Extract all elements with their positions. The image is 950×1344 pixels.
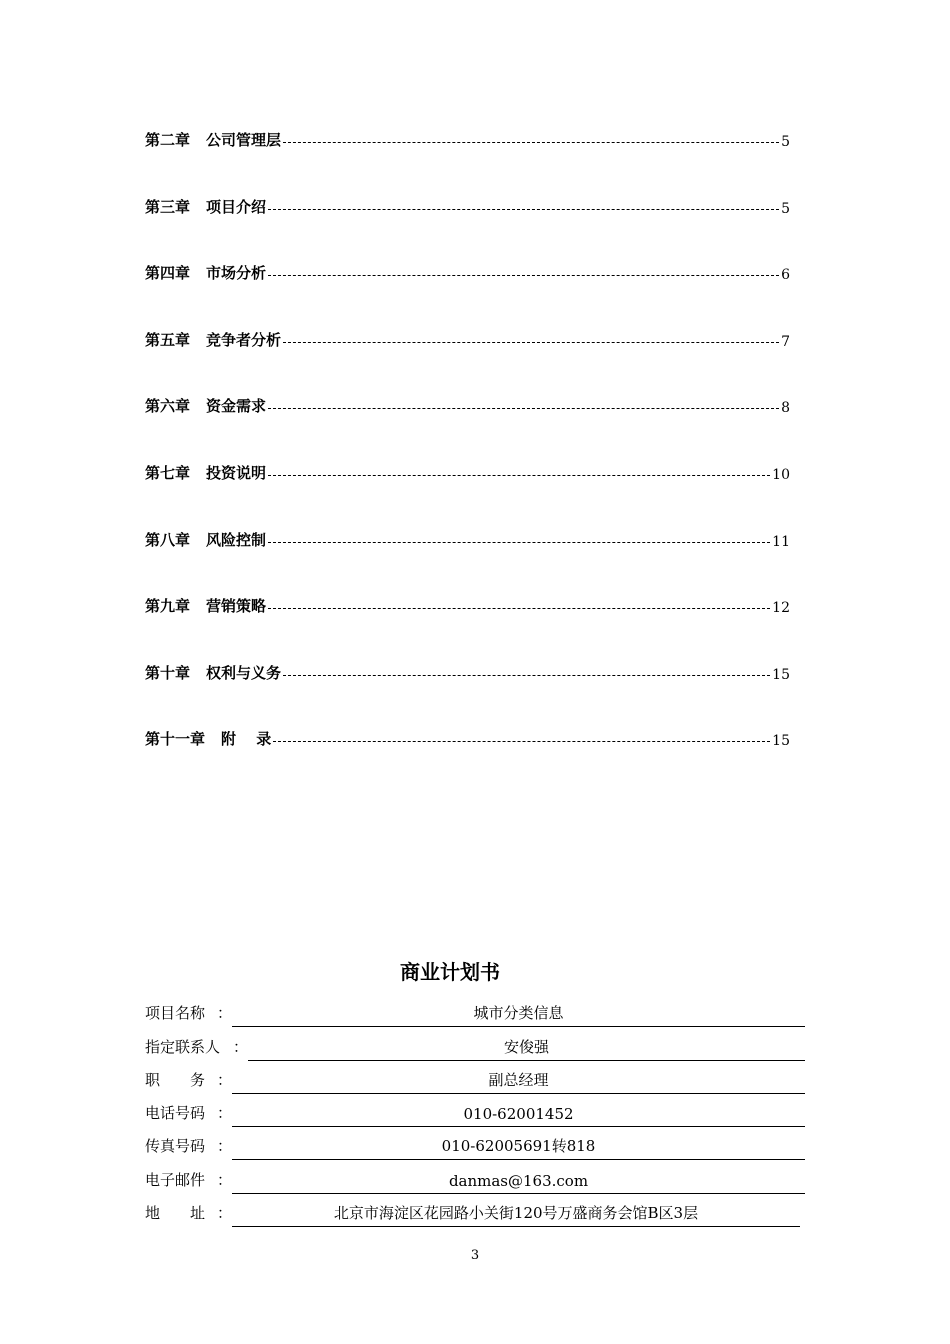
toc-chapter: 第六章 [145, 397, 191, 416]
toc-page: 6 [781, 267, 790, 284]
toc-title: 资金需求 [206, 397, 267, 416]
toc-entry [145, 324, 790, 350]
toc-title: 附 录 [221, 730, 272, 749]
info-label: 职 务 [145, 1070, 206, 1089]
toc-entry [145, 191, 790, 217]
toc-chapter: 第五章 [145, 330, 191, 349]
info-colon: ： [217, 1204, 233, 1223]
toc-title: 公司管理层 [206, 131, 282, 149]
info-row-email [145, 1160, 805, 1193]
info-value: 010-62001452 [232, 1105, 805, 1127]
toc-entry [145, 590, 790, 616]
info-value: danmas@163.com [232, 1172, 805, 1194]
toc-page: 11 [772, 533, 790, 550]
business-plan-title: 商业计划书 [400, 960, 500, 984]
toc-leader [283, 675, 770, 676]
toc-chapter: 第三章 [145, 197, 191, 216]
toc-chapter: 第七章 [145, 463, 191, 482]
toc-chapter: 第十一章 [145, 730, 206, 749]
info-colon: ： [217, 1137, 233, 1156]
toc-page: 8 [781, 400, 790, 417]
info-value: 北京市海淀区花园路小关街120号万盛商务会馆B区3层 [232, 1202, 800, 1227]
toc-entry [145, 457, 790, 483]
toc-entry [145, 124, 790, 150]
info-value: 安俊强 [248, 1036, 805, 1061]
toc-page: 12 [772, 600, 790, 617]
info-value: 城市分类信息 [232, 1002, 805, 1027]
toc-entry [145, 257, 790, 283]
toc-leader [268, 475, 770, 476]
info-row-address [145, 1194, 805, 1227]
toc-page: 15 [772, 733, 790, 750]
info-row-contact-person [145, 1027, 805, 1060]
toc-title: 风险控制 [206, 530, 267, 549]
info-row-position [145, 1061, 805, 1094]
info-row-phone [145, 1094, 805, 1127]
toc-chapter: 第四章 [145, 264, 191, 283]
toc-leader [268, 209, 779, 210]
toc-entry [145, 723, 790, 749]
info-row-fax [145, 1127, 805, 1160]
toc-title: 市场分析 [206, 264, 267, 283]
toc-leader [273, 741, 770, 742]
toc-page: 5 [781, 134, 790, 150]
info-colon: ： [217, 1104, 233, 1123]
toc-chapter: 第十章 [145, 663, 191, 682]
info-colon: ： [233, 1037, 249, 1056]
info-value: 010-62005691转818 [232, 1135, 805, 1160]
toc-leader [268, 542, 770, 543]
table-of-contents [145, 124, 790, 790]
toc-leader [268, 275, 779, 276]
toc-title: 权利与义务 [206, 663, 282, 682]
contact-info [145, 994, 805, 1227]
toc-entry [145, 390, 790, 416]
page-number: 3 [470, 1248, 480, 1263]
toc-entry [145, 524, 790, 550]
toc-title: 竞争者分析 [206, 330, 282, 349]
toc-title: 投资说明 [206, 463, 267, 482]
toc-leader [283, 342, 779, 343]
toc-entry [145, 657, 790, 683]
toc-page: 10 [772, 466, 790, 483]
toc-page: 7 [781, 333, 790, 350]
toc-leader [268, 408, 779, 409]
info-colon: ： [217, 1170, 233, 1189]
info-value: 副总经理 [232, 1069, 805, 1094]
toc-page: 15 [772, 666, 790, 683]
info-label: 传真号码 [145, 1137, 206, 1156]
info-row-project-name [145, 994, 805, 1027]
toc-page: 5 [781, 200, 790, 217]
info-label: 地 址 [145, 1204, 206, 1223]
toc-title: 营销策略 [206, 597, 267, 616]
info-colon: ： [217, 1004, 233, 1023]
info-label: 电话号码 [145, 1104, 206, 1123]
toc-title: 项目介绍 [206, 197, 267, 216]
toc-chapter: 第九章 [145, 597, 191, 616]
toc-leader [268, 608, 770, 609]
info-label: 项目名称 [145, 1004, 206, 1023]
toc-chapter: 第八章 [145, 530, 191, 549]
toc-chapter: 第二章 [145, 131, 191, 149]
info-colon: ： [217, 1070, 233, 1089]
info-label: 指定联系人 [145, 1037, 221, 1056]
info-label: 电子邮件 [145, 1170, 206, 1189]
toc-leader [283, 142, 779, 143]
